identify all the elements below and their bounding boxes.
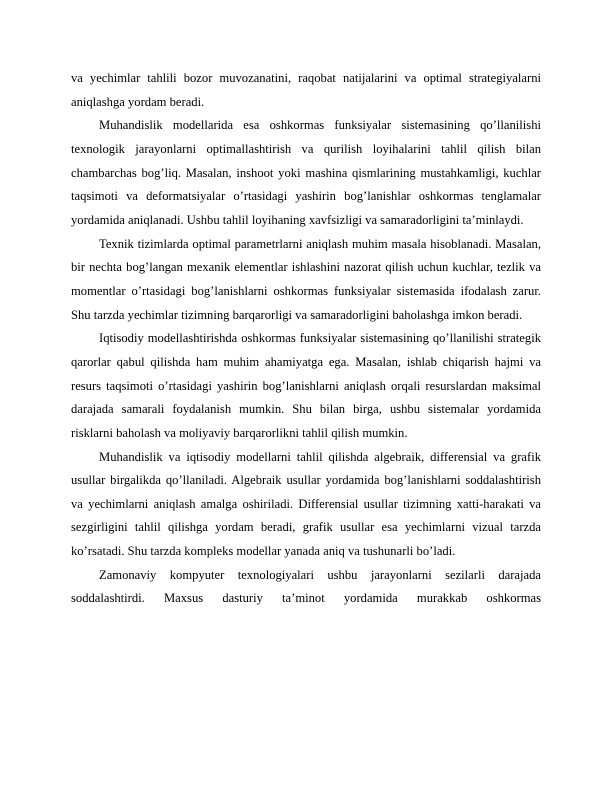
paragraph-analysis-methods: Muhandislik va iqtisodiy modellarni tahlil qilishda algebraik, differensial va grafik usullar birgalikda qo’llaniladi. Algebraik usullar yordamida bog’lanishlarni soddalashtirish va yechimlarni aniqlash amalga oshiriladi. Differensial usullar tizimning xatti-harakati va sezgirligini tahlil qilishga yordam beradi, grafik usullar esa yechimlarni vizual tarzda ko’rsatadi. Shu tarzda kompleks modellar yanada aniq va tushunarli bo’ladi.	[71, 449, 541, 559]
paragraph-continuation: va yechimlar tahlili bozor muvozanatini, raqobat natijalarini va optimal strategiyalarni aniqlashga yordam beradi.	[71, 71, 541, 109]
paragraph-technical-systems: Texnik tizimlarda optimal parametrlarni aniqlash muhim masala hisoblanadi. Masalan, bir nechta bog’langan mexanik elementlar ishlashini nazorat qilish uchun kuchlar, tezlik va momentlar o’rtasidagi bog’lanishlarni oshkormas funksiyalar sistemasida ifodalash zarur. Shu tarzda yechimlar tizimning barqarorligi va samaradorligini baholashga imkon beradi.	[71, 236, 541, 322]
document-page	[71, 67, 541, 611]
paragraph-economic-modeling: Iqtisodiy modellashtirishda oshkormas funksiyalar sistemasining qo’llanilishi strategik qarorlar qabul qilishda ham muhim ahamiyatga ega. Masalan, ishlab chiqarish hajmi va resurs taqsimoti o’rtasidagi yashirin bog’lanishlarni aniqlash orqali resurslardan maksimal darajada samarali foydalanish mumkin. Shu bilan birga, ushbu sistemalar yordamida risklarni baholash va moliyaviy barqarorlikni tahlil qilish mumkin.	[71, 331, 541, 440]
paragraph-engineering-models: Muhandislik modellarida esa oshkormas funksiyalar sistemasining qo’llanilishi texnologik jarayonlarni optimallashtirish va qurilish loyihalarini tahlil qilish bilan chambarchas bog’liq. Masalan, inshoot yoki mashina qismlarining mustahkamligi, kuchlar taqsimoti va deformatsiyalar o’rtasidagi yashirin bog’lanishlar oshkormas tenglamalar yordamida aniqlanadi. Ushbu tahlil loyihaning xavfsizligi va samaradorligini ta’minlaydi.	[71, 118, 541, 227]
paragraph-computer-technologies: Zamonaviy kompyuter texnologiyalari ushbu jarayonlarni sezilarli darajada soddalashtirdi. Maxsus dasturiy ta’minot yordamida murakkab oshkormas	[71, 567, 541, 606]
